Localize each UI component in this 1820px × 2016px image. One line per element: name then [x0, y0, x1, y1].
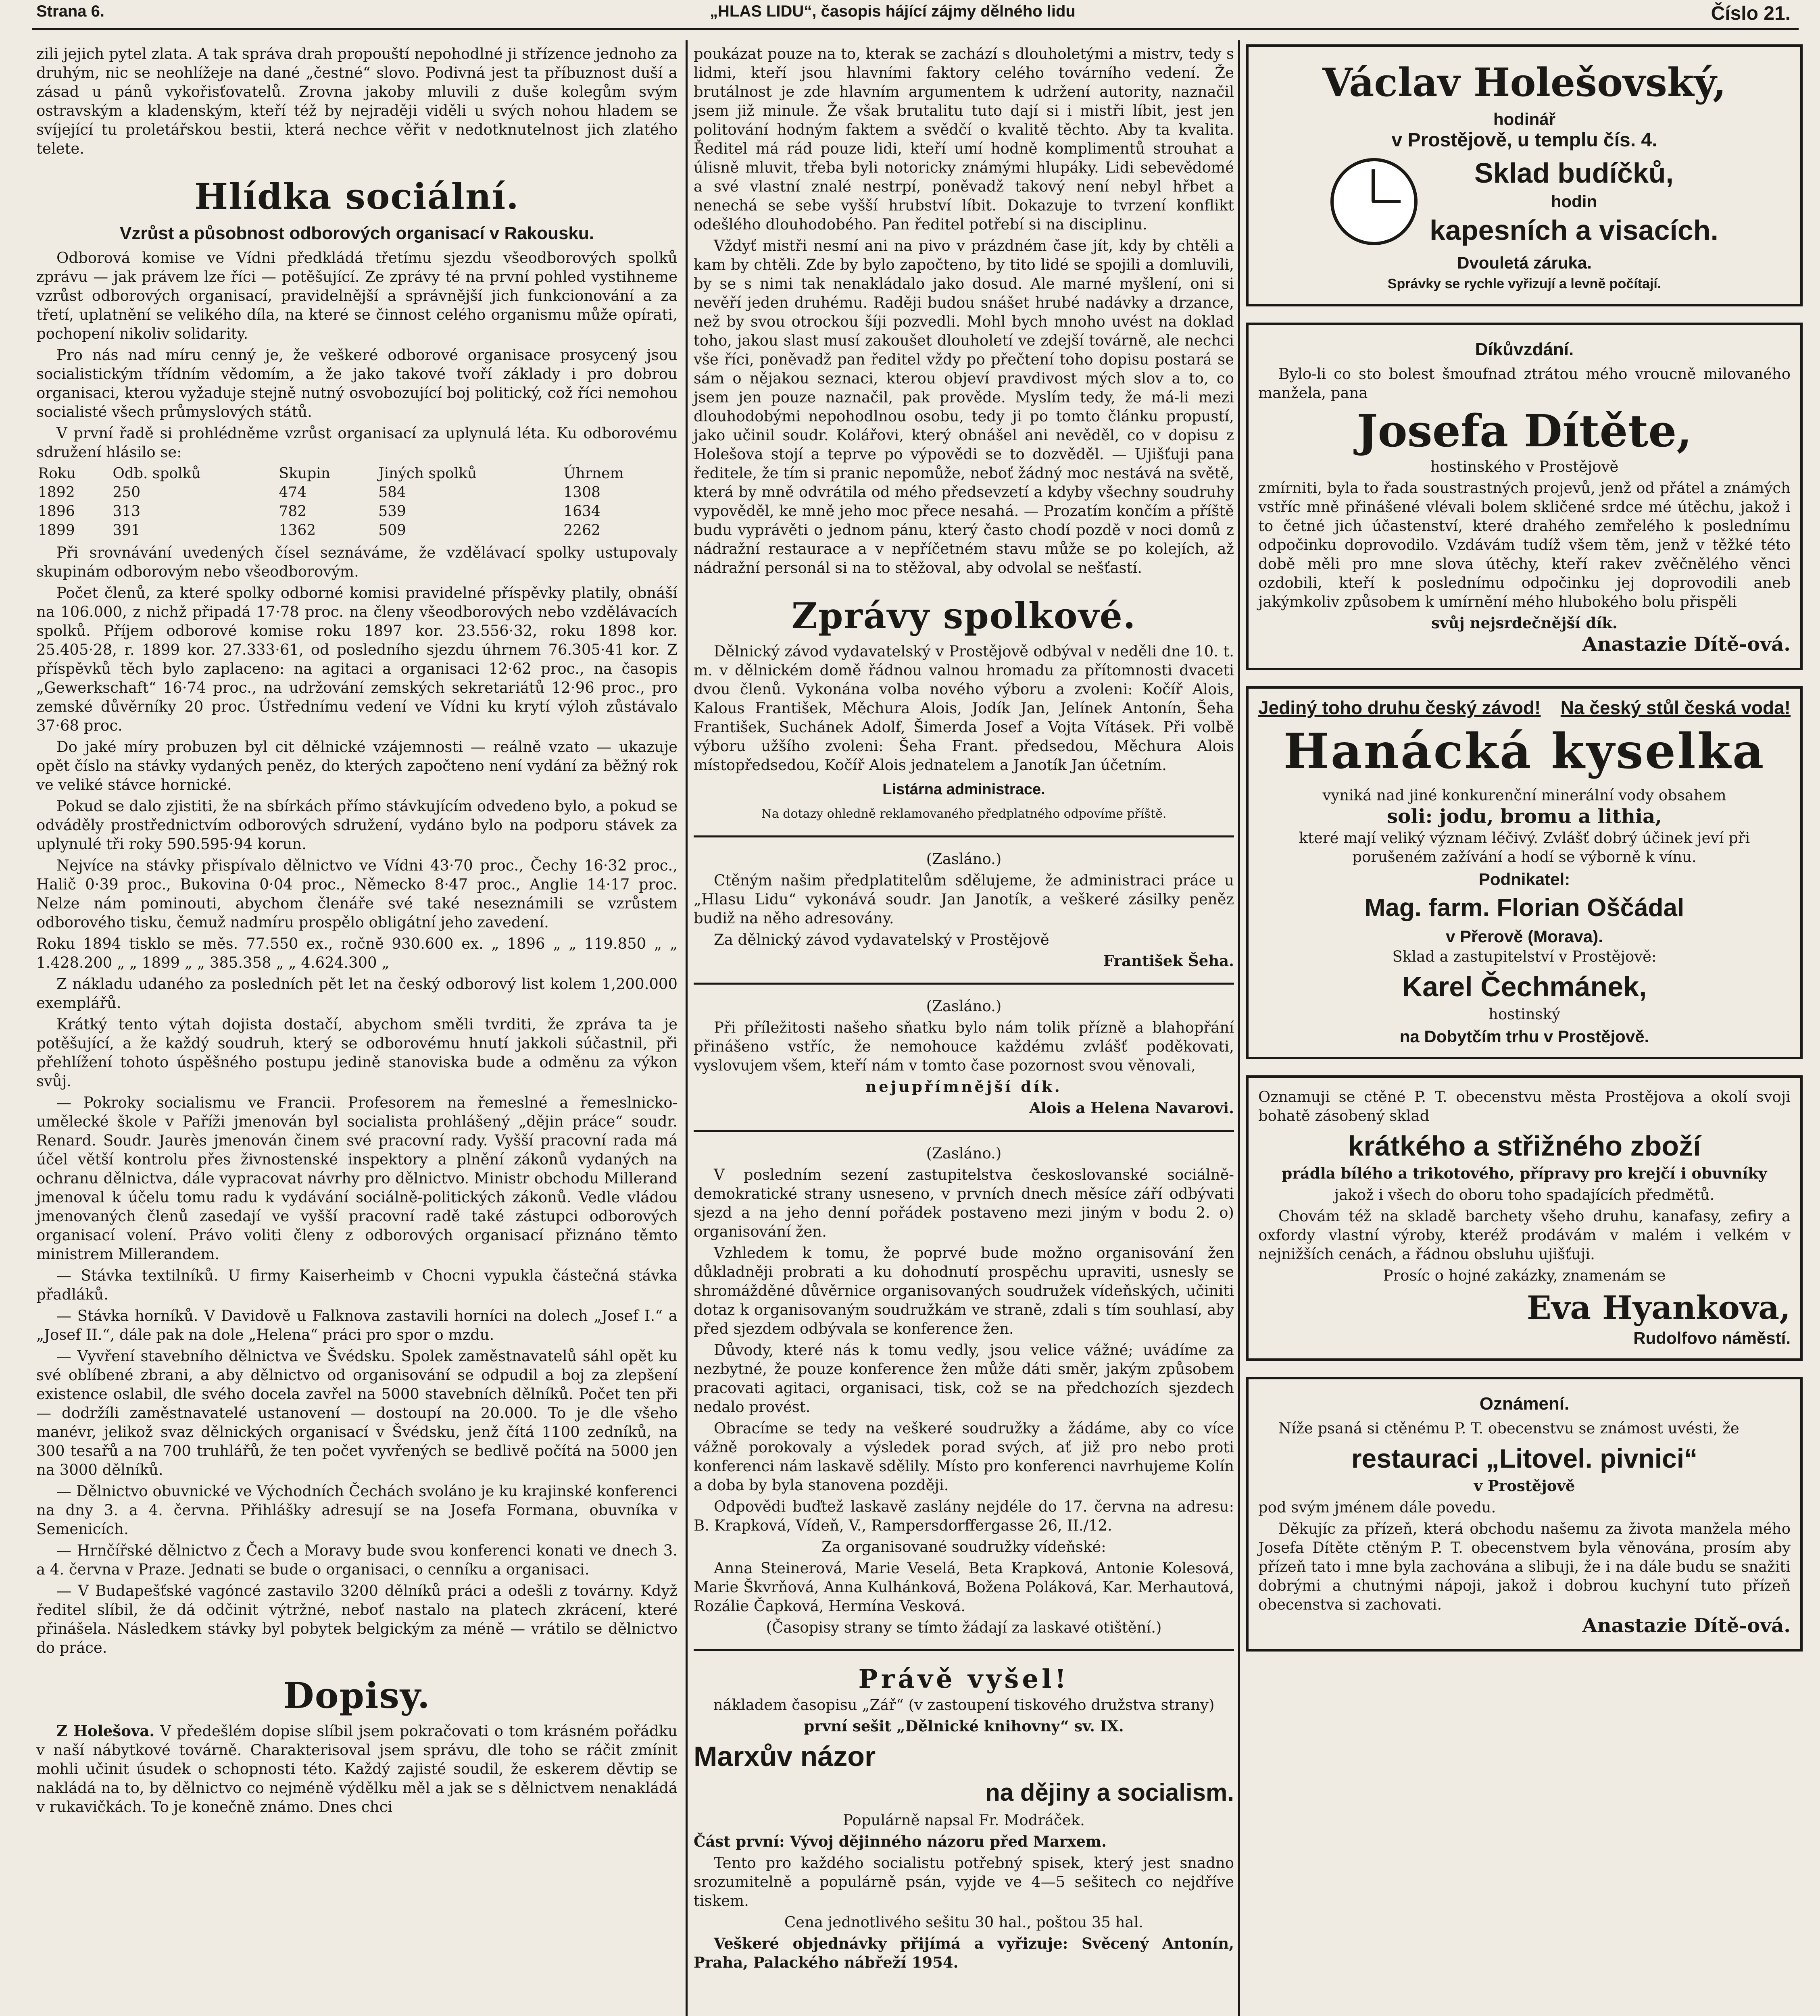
paragraph: V první řadě si prohlédněme vzrůst organisací za uplynulá léta. Ku odborovému sdružení hlásilo se:	[36, 425, 678, 461]
ad-text: jakož i všech do oboru toho spadajících předmětů.	[1334, 1186, 1715, 1204]
statistics-table	[36, 464, 678, 540]
column-3	[1246, 44, 1803, 1668]
section-title-social: Hlídka sociální.	[194, 175, 519, 217]
table-row	[36, 483, 678, 502]
table-cell: 1308	[563, 484, 600, 501]
divider	[694, 983, 1234, 985]
paragraph: Pokud se dalo zjistiti, že na sbírkách přímo stávkujícím odvedeno bylo, a pokud se odváděly prostřednictvím odborových sdružení, vydáno bylo na podporu stávek za uplynulé tři roky 590.595·94 korun.	[36, 798, 678, 853]
notice-text: Níže psaná si ctěnému P. T. obecenstvu se známost uvésti, že	[1278, 1420, 1739, 1437]
article-title: Vzrůst a působnost odborových organisací v Rakousku.	[119, 223, 594, 243]
column-rule	[686, 40, 688, 2016]
signature: Alois a Helena Navarovi.	[1029, 1099, 1234, 1117]
ad-text: Chovám též na skladě barchety všeho druhu, kanafasy, zefiry a oxfordy vlastní výroby, kteréž prodávám v malém i velkém v nejnižších cenách, a řádnou obsluhu ujišťuji.	[1258, 1208, 1791, 1263]
thanks-text: svůj nejsrdečnější dík.	[1431, 614, 1618, 632]
news-item: — Stávka horníků. V Davidově u Falknova zastavili horníci na dolech „Josef I.“ a „Josef II.“, dále pak na dole „Helena“ práci pro spor o mzdu.	[36, 1307, 678, 1343]
paragraph: Důvody, které nás k tomu vedly, jsou velice vážné; uvádíme za nezbytné, že pouze konference žen může dáti směr, jakým způsobem pracovati agitaci, organisaci, tisk, což se na předchozích sjezdech nedalo provést.	[694, 1341, 1234, 1416]
paragraph: Roku 1894 tisklo se měs. 77.550 ex., ročně 930.600 ex. „ 1896 „ „ 119.850 „ „ 1.428.200 „ „ 1899 „ „ 385.358 „ „ 4.624.300 „	[36, 935, 678, 971]
names-list: Anna Steinerová, Marie Veselá, Beta Krapková, Antonie Kolesová, Marie Škvrňová, Anna Kulhánková, Božena Poláková, Kar. Merhautová, Rozálie Čapková, Hermína Vesková.	[694, 1560, 1234, 1615]
ad-text: soli: jodu, bromu a lithia,	[1387, 805, 1662, 828]
page-number: Strana 6.	[36, 2, 104, 20]
ad-product: Hanácká kyselka	[1283, 723, 1766, 780]
table-header-cell: Skupin	[279, 465, 330, 482]
ad-repairs: Správky se rychle vyřizují a levně počítají.	[1387, 276, 1662, 292]
ad-headline-2: na dějiny a socialism.	[985, 1779, 1234, 1806]
news-item: — Vyvření stavebního dělnictva ve Švédsku. Spolek zaměstnavatelů sáhl opět ku své oblíbené zbrani, a aby dělnictvo od organisování se odpudil a boj za zlepšení existence oslabil, dle svého docela zavřel na 5000 stavebních dělníků. Počet ten při — dodržíli zaměstnavatelé ustanovení — dostoupí na 20.000. To je dle všeho manévr, jelikož svaz dělnických organisací v Švédsku, jenž čítá 1100 zedníků, na 300 tesařů a na 700 truhlářů, že ten počet vyvřených se bedlivě počítá na 5000 jen na 3000 dělníků.	[36, 1347, 678, 1479]
ad-line: hodin	[1551, 192, 1597, 211]
paragraph: Za dělnický závod vydavatelský v Prostějově	[714, 931, 1049, 948]
paragraph: Vždyť mistři nesmí ani na pivo v prázdném čase jít, kdy by chtěli a kam by chtěli. Zde by bylo započteno, by tito lidé se spojili a domluvili, by se s nimi tak nenakládalo jako dosud. Ale marné myšlení, oni si nevěří jeden druhému. Raději budou snášet hrubé nadávky a drzance, než by svou otrockou šíji pozvedli. Mohl bych mnoho uvést na doklad toho, jakou slast musí zakoušet dlouholetí ve zdejší továrně, ale nechci vše říci, poněvadž pan ředitel vždy po přečtení toho dopisu postará se sám o nějakou seznaci, kterou objeví pravdivost mých slov a to, co jsem jen pouze naznačil, pak prověde. Myslím tedy, že má-li mezi dlouhodobými nepohodlnou osobu, tedy ji po tomto článku propustí, jako učinil soudr. Kolářovi, který obnášel ani nevěděl, co v dopisu z Holešova stojí a teprve po výpovědi se to dozvěděl. — Ujišťuji pana ředitele, že tím si pranic nepomůže, neboť žádný moc nestává na světě, která by mně odvrátila od mého předsevzetí a kdyby všechny soudruhy vypověděl, ke mně jeho moc přece nesahá. — Prozatím končím a příště budu vyprávěti o jednom pánu, který často chodí pozdě v noci domů z nádražní restaurace a v nepříčetném stavu může se po kolejích, až nádražní personál si na to stěžoval, aby odvolal se nešťastí.	[694, 237, 1234, 577]
signature: Anastazie Dítě-ová.	[1582, 633, 1791, 656]
ad-text: prádla bílého a trikotového, přípravy pro krejčí i obuvníky	[1282, 1164, 1767, 1182]
section-title-letters: Dopisy.	[283, 1674, 431, 1716]
thanks-role: hostinského v Prostějově	[1430, 458, 1619, 475]
ad-haberdashery	[1246, 1075, 1803, 1361]
table-cell: 782	[279, 503, 307, 520]
ad-text: Sklad a zastupitelství v Prostějově:	[1392, 948, 1657, 965]
table-cell: 509	[378, 522, 406, 539]
column-rule	[1238, 40, 1240, 2016]
thanks-text: zmírniti, byla to řada soustrastných projevů, jenž od přátel a známých vstříc mně přinášené vlévali bolem skličené srdce mé útěchu, jakož i to četné jich účastenství, které drahého zemřelého k poslednímu odpočinku doprovodilo. Vzdávám tudíž všem těm, jenž v těžké této době měli pro mne slova útěchy, kteří rakev zvěčnělého věnci ozdobili, kteří k poslednímu odpočinku jej doprovodili aneb jakýmkoliv způsobem k umírnění mého hlubokého bolu přispěli	[1258, 479, 1791, 610]
paragraph: V posledním sezení zastupitelstva českoslovanské sociálně-demokratické strany usneseno, v prvních dnech měsíce září odbývati sjezd a na jeho denní pořádek postaveno mezi jiným v bodu 2. o) organisování žen.	[694, 1166, 1234, 1240]
ad-address: Rudolfovo náměstí.	[1633, 1329, 1791, 1347]
ad-text: první sešit „Dělnické knihovny“ sv. IX.	[804, 1717, 1124, 1735]
ad-mineral-water	[1246, 686, 1803, 1059]
table-cell: 474	[279, 484, 307, 501]
table-row	[36, 521, 678, 540]
paragraph: Odpovědi buďtež laskavě zaslány nejdéle do 17. června na adresu: B. Krapková, Vídeň, V., Rampersdorffergasse 26, II./12.	[694, 1498, 1234, 1534]
section-title-clubs: Zprávy spolkové.	[791, 595, 1136, 637]
table-cell: 391	[113, 522, 141, 539]
ad-line: kapesních a visacích.	[1430, 215, 1718, 246]
news-item: — Dělnictvo obuvnické ve Východních Čechách svoláno je ku krajinské konferenci na dny 3. a 4. června. Přihlášky adresují se na Josefa Formana, obuvníka v Semenicích.	[36, 1483, 678, 1538]
ad-owner-location: v Přerově (Morava).	[1446, 927, 1603, 946]
table-cell: 1362	[279, 522, 316, 539]
page-header	[32, 0, 1799, 30]
ad-text: Oznamuji se ctěné P. T. obecenstvu města Prostějova a okolí svoji bohatě zásobený sklad	[1258, 1088, 1791, 1125]
column-2	[694, 44, 1234, 1974]
paragraph: Vzhledem k tomu, že poprvé bude možno organisování žen důkladněji probrati a ku dohodnutí prospěchu upraviti, usnesly se shromážděné důvěrnice organisovaných soudružek vídeňských, učiniti dotaz k organisovaným soudružkám ve straně, zdali s tím souhlasí, aby před sjezdem odbývala se konference žen.	[694, 1244, 1234, 1337]
thanks-line: nejupřímnější dík.	[865, 1078, 1062, 1095]
table-header-cell: Úhrnem	[563, 465, 624, 482]
ad-owner: Mag. farm. Florian Oščádal	[1364, 894, 1684, 922]
news-item: — Pokroky socialismu ve Francii. Profesorem na řemeslné a řemeslnicko-umělecké škole v Paříži jmenován byl socialista prohlášený „dějin práce“ soudr. Renard. Soudr. Jaurès jmenován činem své pracovní rady. Vyšší pracovní rada má účel větší kontrolu přes živnostenské inspektory a plnění zákonů vydaných na ochranu dělnictva, dále vypracovat návrhy pro dělnictvo. Ministr obchodu Millerand jmenoval k účelu tomu radu k vydávání sociálně-politických zákonů. Vedle vládou jmenovaných členů zasedají ve vyšší pracovní radě také zástupci odborových organisací volení. Právo voliti členy z odborových organisací přiznáno těmto ministrem Millerandem.	[36, 1094, 678, 1263]
zaslano-heading: (Zasláno.)	[926, 850, 1002, 868]
paragraph: Dělnický závod vydavatelský v Prostějově odbýval v neděli dne 10. t. m. v dělnickém domě řádnou valnou hromadu za přítomnosti dvaceti dvou členů. Vykonána volba nového výboru a zvoleni: Kočíř Alois, Kalous František, Měchura Alois, Jodík Jan, Jelínek Antonín, Šeha František, Suchánek Adolf, Šimerda Josef a Vojta Vításek. Při volbě výboru užšího zvoleni: Šeha Frant. předsedou, Měchura Alois místopředsedou, Kočíř Alois jednatelem a Janotík Jan účetním.	[694, 643, 1234, 774]
divider	[694, 835, 1234, 837]
news-item: — Stávka textilníků. U firmy Kaiserheimb v Chocni vypukla částečná stávka přadláků.	[36, 1267, 678, 1303]
table-cell: 1896	[38, 503, 75, 520]
ad-slogan-left: Jediný toho druhu český závod!	[1258, 697, 1541, 718]
ad-agent-address: na Dobytčím trhu v Prostějově.	[1399, 1027, 1649, 1046]
ad-title: Právě vyšel!	[858, 1664, 1069, 1694]
article-continuation: zili jejich pytel zlata. A tak správa drah propouští nepohodlné ji střízence jednoho za druhým, nic se neohlížeje na dané „čestné“ slovo. Podivná jest ta příbuznost duší a zásad u pánů vykořisťovatelů. Zrovna jakoby mluvili z duše kolegům svým ostravským a kladenským, kteří též by nejraději viděli u svých nohou hladem se svíjející tu proletářskou bestii, která nechce věřit v nedotknutelnost jich zlatého telete.	[36, 45, 678, 157]
signature: František Šeha.	[1103, 952, 1234, 970]
ad-text: vyniká nad jiné konkurenční minerální vody obsahem	[1322, 787, 1726, 804]
ad-name: Václav Holešovský,	[1322, 60, 1726, 105]
table-header-cell: Roku	[38, 465, 76, 482]
listarna-text: Na dotazy ohledně reklamovaného předplatného odpovíme příště.	[761, 807, 1167, 821]
letter-continuation: poukázat pouze na to, kterak se zachází s dlouholetými a mistrv, tedy s lidmi, kteří jsou hlavními faktory celého továrního vedení. Že brutálnost je zde hlavním argumentem k udržení autority, naznačil jsem již minule. Že však brutalitu tuto dají si i mistři líbit, jest jen politování hodným faktem a svědčí o kvalitě těchto. Aby ta kvalita. Ředitel má rád pouze lidi, kteří umí hodně komplimentů strouhat a úlisně mluvit, třeba byli notoricky známými hlupáky. Lidi sebevědomé a své vlastní znalé nestrpí, poněvadž takový není nebyl hřbet a nenechá se sebe vyšší hrubství líbit. Dokazuje to tvrzení konflikt odešlého dlouhodobého. Pan ředitel potřebí si na disciplinu.	[694, 45, 1234, 233]
ad-text: Část první: Vývoj dějinného názoru před Marxem.	[694, 1833, 1107, 1850]
ad-text: Prosíc o hojné zakázky, znamenám se	[1383, 1267, 1666, 1284]
signature: Anastazie Dítě-ová.	[1582, 1614, 1791, 1637]
ad-text: které mají veliký význam léčivý. Zvlášť dobrý účinek jeví při porušeném zažívání a hodí se výborně k vínu.	[1299, 829, 1750, 866]
ad-address: v Prostějově, u templu čís. 4.	[1391, 129, 1657, 151]
ad-headline: krátkého a střižného zboží	[1348, 1130, 1701, 1162]
ad-line: Sklad budíčků,	[1474, 157, 1674, 189]
divider	[694, 1649, 1234, 1651]
ad-trade: hodinář	[1493, 110, 1555, 129]
issue-number: Číslo 21.	[1711, 3, 1791, 24]
table-cell: 1892	[38, 484, 75, 501]
letter-heading: Z Holešova.	[56, 1722, 155, 1740]
letter-text: V předešlém dopise slíbil jsem pokračovati o tom krásném pořádku v naší nábytkové továrně. Charakterisoval jsem správu, dle toho se ráčit zmínit mohli učinit úsudek o schopnosti této. Každý zajisté soudil, že eskerem děvtip se nakládá na to, by dělnictvo co nejméně výdělku měl a jak se s dělnictvem nenakládá v rukavičkách. To je konečně známo. Dnes chci	[36, 1722, 678, 1816]
ad-text: Populárně napsal Fr. Modráček.	[843, 1812, 1085, 1829]
paragraph: Odborová komise ve Vídni předkládá třetímu sjezdu všeodborových spolků zprávu — jak právem lze říci — potěšující. Ze zprávy té na první pohled vystihneme vzrůst odborových organisací, pravidelnější a správnější jich funkcionování a za třetí, uplatnění se velikého díla, na které se činnost celého organismu může opírati, pochopení nikoliv solidarity.	[36, 249, 678, 342]
paragraph: Z nákladu udaného za posledních pět let na český odborový list kolem 1,200.000 exemplářů.	[36, 975, 678, 1012]
table-cell: 1634	[563, 503, 600, 520]
paragraph: Ctěným našim předplatitelům sdělujeme, že administraci práce u „Hlasu Lidu“ vykonává soudr. Jan Janotík, a veškeré zásilky peněz budiž na něho adresovány.	[694, 872, 1234, 927]
table-header-row	[36, 464, 678, 483]
thanks-name: Josefa Dítěte,	[1357, 405, 1692, 457]
ad-text: Tento pro každého socialistu potřebný spisek, který jest snadno srozumitelně a populárně psán, vyjde ve 4—5 sešitech co nejdříve tiskem.	[694, 1854, 1234, 1910]
ad-text: Veškeré objednávky přijímá a vyřizuje: Svěcený Antonín, Praha, Palackého nábřeží 1954.	[694, 1935, 1234, 1971]
ad-owner-label: Podnikatel:	[1478, 870, 1570, 889]
ad-thanks	[1246, 323, 1803, 670]
ad-slogan-right: Na český stůl česká voda!	[1560, 697, 1791, 718]
ad-text: nákladem časopisu „Zář“ (v zastoupení tiskového družstva strany)	[713, 1696, 1215, 1714]
table-header-cell: Odb. spolků	[113, 465, 201, 482]
paragraph: Krátký tento výtah dojista dostačí, abychom směli tvrditi, že zpráva ta je potěšující, a že každý soudruh, který se odborovému hnutí jakkoli súčastnil, při přehlížení tohoto úspěšného postupu jedině stanoviska bude a odměnu za výkon svůj.	[36, 1016, 678, 1090]
running-title: „HLAS LIDU“, časopis hájící zájmy dělného lidu	[710, 2, 1076, 20]
notice-location: v Prostějově	[1474, 1477, 1575, 1495]
ad-agent: Karel Čechmánek,	[1402, 971, 1647, 1002]
table-row	[36, 502, 678, 521]
paragraph: Pro nás nad míru cenný je, že veškeré odborové organisace prosycený jsou socialistickým třídním vědomím, a že jako takové tvoří základy i pro dobrou organisaci, kterou vyžaduje stejně nutný osvobozující boj politický, což říci nemohou socialisté všech průmyslových států.	[36, 346, 678, 421]
notice-title: Oznámení.	[1479, 1394, 1570, 1414]
table-header-cell: Jiných spolků	[378, 465, 477, 482]
ad-signature: Eva Hyankova,	[1526, 1289, 1791, 1327]
paragraph: Za organisované soudružky vídeňské:	[821, 1538, 1106, 1556]
pocket-watch-icon	[1330, 158, 1418, 245]
paragraph: Počet členů, za které spolky odborné komisi pravidelné příspěvky platily, obnáší na 106.000, z nichž připadá 17·78 proc. na členy všeodborových nebo vzdělávacích spolků. Příjem odborové komise roku 1897 kor. 23.556·32, roku 1898 kor. 25.405·28, r. 1899 kor. 27.333·61, od posledního sjezdu úhrnem 76.305·41 kor. Z příspěvků těch bylo zaplaceno: na agitaci a organisaci 12·62 proc., na časopis „Gewerkschaft“ 16·74 proc., na udržování zemských sekretariátů 12·96 proc., pro zemské důvěrníky 20 proc. Ústřednímu vedení ve Vídni ku krytí výloh zůstávalo 37·68 proc.	[36, 584, 678, 734]
ad-headline: Marxův názor	[694, 1741, 876, 1772]
table-cell: 2262	[563, 522, 600, 539]
divider	[694, 1130, 1234, 1132]
table-cell: 584	[378, 484, 406, 501]
table-cell: 250	[113, 484, 141, 501]
thanks-text: Bylo-li co sto bolest šmoufnad ztrátou mého vroucně milovaného manžela, pana	[1258, 365, 1791, 402]
thanks-title: Díkůvzdání.	[1475, 339, 1574, 359]
ad-text: hostinský	[1489, 1006, 1560, 1023]
paragraph: Při příležitosti našeho sňatku bylo nám tolik přízně a blahopřání přinášeno vstříc, že nemohouce každému zvlášť poděkovati, vyslovujem všem, kteří nám v tomto čase pozornost svou věnovali,	[694, 1019, 1234, 1074]
news-item: — Hrnčířské dělnictvo z Čech a Moravy bude svou konferenci konati ve dnech 3. a 4. června v Praze. Jednati se bude o organisaci, o cenníku a organisaci.	[36, 1542, 678, 1578]
table-cell: 313	[113, 503, 141, 520]
paragraph: Nejvíce na stávky přispívalo dělnictvo ve Vídni 43·70 proc., Čechy 16·32 proc., Halič 0·39 proc., Bukovina 0·04 proc., Německo 8·47 proc., Anglie 14·17 proc. Nelze nám pominouti, abychom členáře své také neseznámili se vzrůstem odborového tisku, čemuž nadmíru prospělo obligátní jeho zavedení.	[36, 857, 678, 931]
ad-notice	[1246, 1377, 1803, 1652]
news-item: — V Budapešťské vagóncé zastavilo 3200 dělníků práci a odešli z továrny. Když ředitel slíbil, že dá odčinit výtržné, neboť nastalo na platech zkrácení, které přinášela. Následkem stávky byl pobytek belgickým za méně — vrátilo se dělnictvo do práce.	[36, 1582, 678, 1656]
paragraph: Do jaké míry probuzen byl cit dělnické vzájemnosti — reálně vzato — ukazuje opět číslo na stávky vydaných peněz, do kterých započteno není vydání za běžný rok ve veliké stávce hornické.	[36, 738, 678, 793]
zaslano-heading: (Zasláno.)	[926, 998, 1002, 1015]
table-cell: 1899	[38, 522, 75, 539]
notice-headline: restauraci „Litovel. pivnici“	[1351, 1443, 1698, 1473]
listarna-title: Listárna administrace.	[882, 781, 1045, 798]
ad-text: Cena jednotlivého sešitu 30 hal., poštou 35 hal.	[784, 1914, 1144, 1931]
ad-watchmaker	[1246, 44, 1803, 306]
note: (Časopisy strany se tímto žádají za laskavé otištění.)	[766, 1619, 1162, 1636]
notice-text: pod svým jménem dále povedu.	[1258, 1499, 1496, 1516]
table-cell: 539	[378, 503, 406, 520]
ad-warranty: Dvouletá záruka.	[1457, 253, 1592, 272]
zaslano-heading: (Zasláno.)	[926, 1145, 1002, 1162]
notice-text: Děkujíc za přízeň, která obchodu našemu za života manžela mého Josefa Dítěte ctěným P. T. obecenstvem byla věnována, prosím aby přízeň tato i mne byla zachována a slibuji, že i na dále budu se snažiti dobrými a chutnými nápoji, jakož i dobrou kuchyní tuto přízeň obecenstva si zachovati.	[1258, 1520, 1791, 1613]
paragraph: Při srovnávání uvedených čísel seznáváme, že vzdělávací spolky ustupovaly skupinám odborovým nebo všeodborovým.	[36, 544, 678, 580]
paragraph: Obracíme se tedy na veškeré soudružky a žádáme, aby co více vážně porokovaly a výsledek porad svých, ať již pro nebo proti konferenci nám laskavě sdělily. Místo pro konferenci navrhujeme Kolín a doba by byla stanovena později.	[694, 1420, 1234, 1494]
column-1	[36, 44, 678, 1819]
